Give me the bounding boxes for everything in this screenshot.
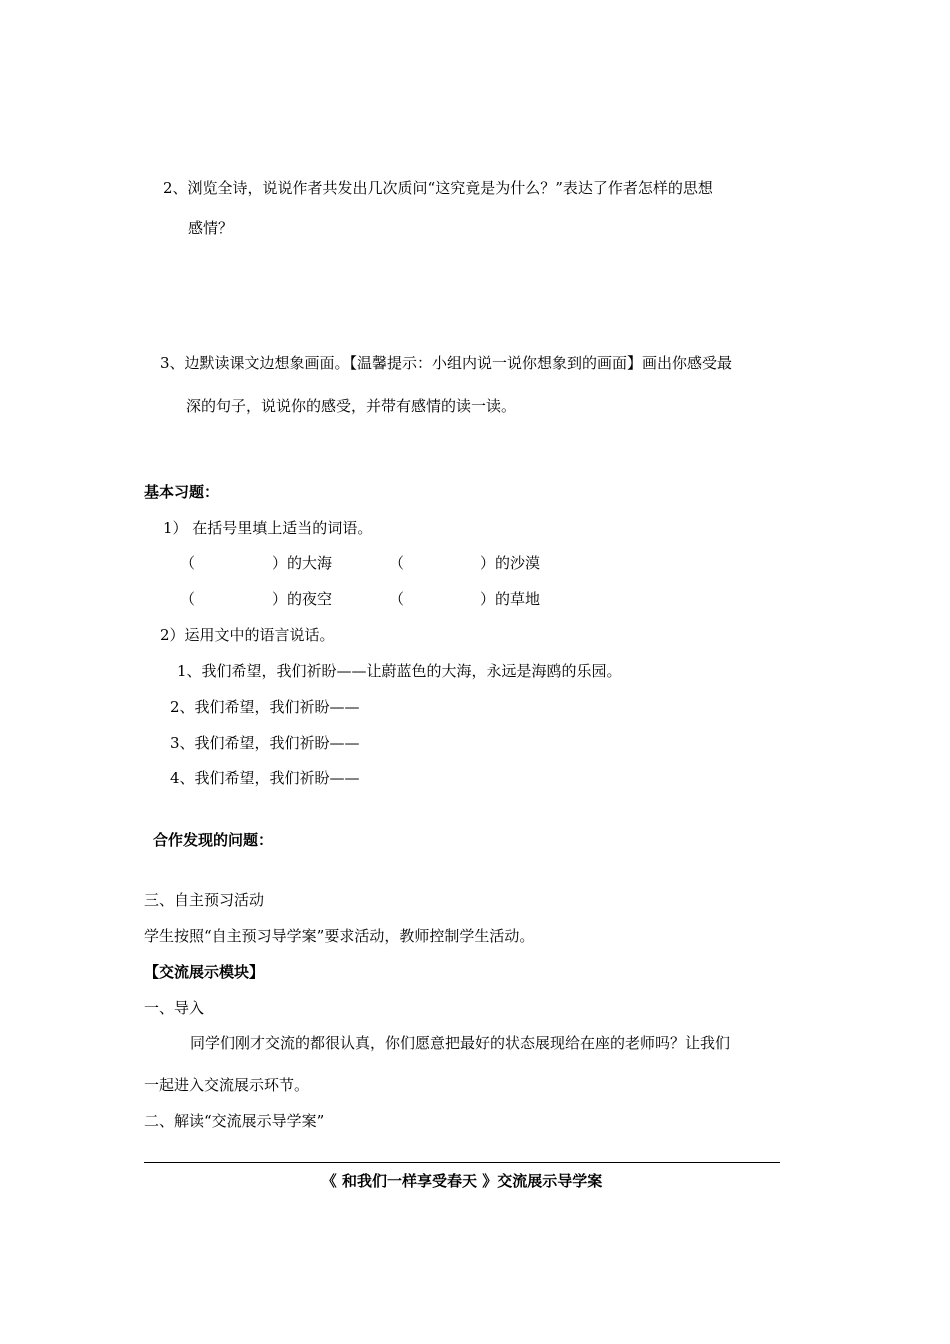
part-2-heading: 二、解读“交流展示导学案”: [144, 1112, 325, 1130]
sentence-item: 3、我们希望，我们祈盼——: [170, 734, 360, 752]
sentence-item: 1、我们希望，我们祈盼——让蔚蓝色的大海，永远是海鸥的乐园。: [177, 662, 622, 680]
question-2-line-1: 2、浏览全诗，说说作者共发出几次质问“这究竟是为什么？”表达了作者怎样的思想: [163, 179, 713, 197]
blank-phrase: ）的草地: [480, 590, 541, 608]
cooperation-heading: 合作发现的问题：: [153, 831, 274, 849]
footer-title: 《 和我们一样享受春天 》交流展示导学案: [321, 1172, 603, 1190]
blank-open-paren: （: [389, 554, 405, 572]
section-3-heading: 三、自主预习活动: [144, 891, 265, 909]
blank-open-paren: （: [180, 590, 196, 608]
question-3-line-2: 深的句子，说说你的感受，并带有感情的读一读。: [186, 397, 517, 415]
sentence-item: 4、我们希望，我们祈盼——: [170, 769, 360, 787]
intro-heading: 一、导入: [144, 999, 205, 1017]
basic-exercises-heading: 基本习题：: [144, 483, 220, 501]
blank-phrase: ）的夜空: [272, 590, 333, 608]
exercise-item-1: 1） 在括号里填上适当的词语。: [163, 519, 373, 537]
sentence-item: 2、我们希望，我们祈盼——: [170, 698, 360, 716]
intro-line-2: 一起进入交流展示环节。: [144, 1076, 310, 1094]
blank-phrase: ）的大海: [272, 554, 333, 572]
module-heading: 【交流展示模块】: [144, 963, 265, 981]
exercise-item-2: 2）运用文中的语言说话。: [160, 626, 335, 644]
blank-phrase: ）的沙漠: [480, 554, 541, 572]
question-2-line-2: 感情？: [188, 219, 234, 237]
blank-open-paren: （: [180, 554, 196, 572]
intro-line-1: 同学们刚才交流的都很认真，你们愿意把最好的状态展现给在座的老师吗？让我们: [190, 1034, 731, 1052]
question-3-line-1: 3、边默读课文边想象画面。【温馨提示：小组内说一说你想象到的画面】画出你感受最: [160, 354, 733, 372]
section-3-text: 学生按照“自主预习导学案”要求活动，教师控制学生活动。: [144, 927, 535, 945]
blank-open-paren: （: [389, 590, 405, 608]
horizontal-divider: [144, 1162, 780, 1163]
